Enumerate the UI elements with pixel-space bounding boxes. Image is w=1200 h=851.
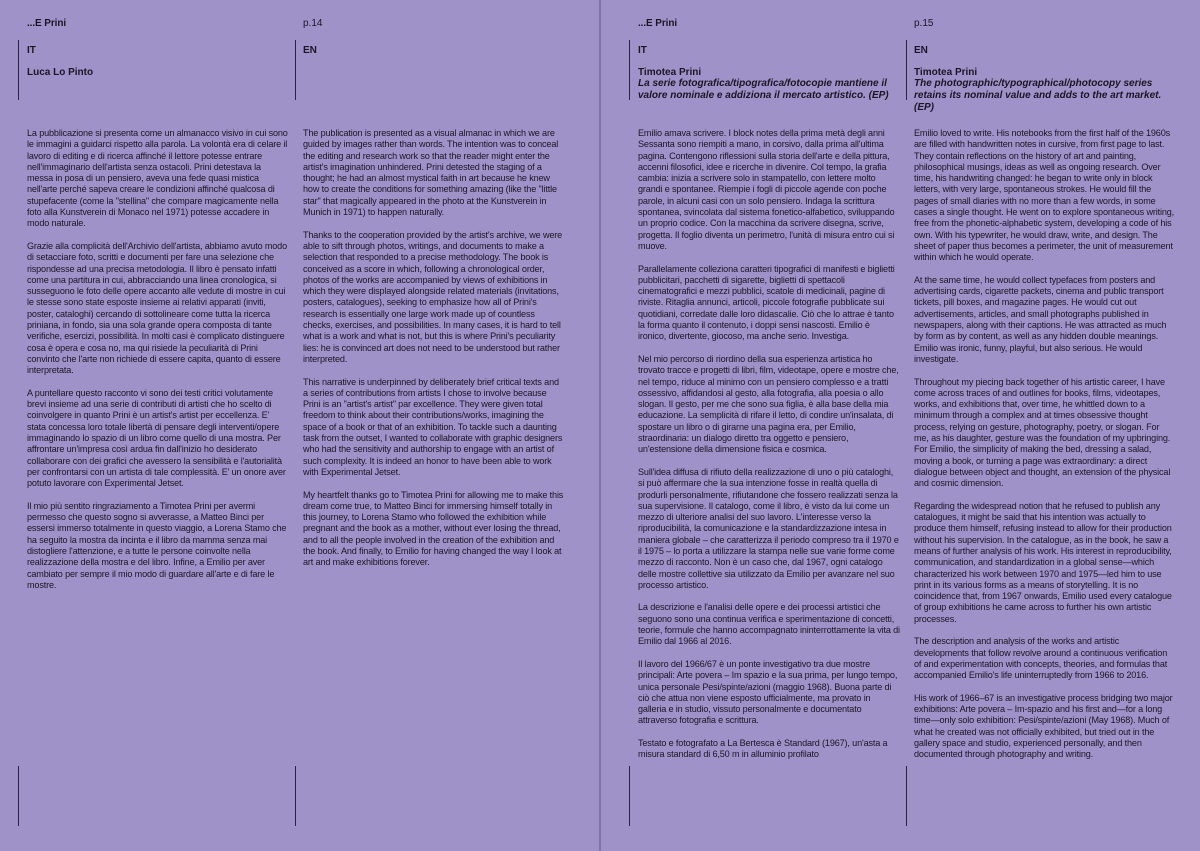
text-column-it — [27, 128, 289, 591]
paragraph: Il lavoro del 1966/67 è un ponte investigativo tra due mostre principali: Arte povera – Im spazio e la sua prima, per lungo tempo, unica personale Pesi/spinte/azioni (maggio 1968). Buona parte di ciò che attua non viene esposto ufficialmente, ma provato in galleria e in studio, vissuto personalmente e documentato attraverso fotografia e scrittura. — [638, 658, 898, 726]
margin-rule — [629, 40, 630, 100]
paragraph: La descrizione e l'analisi delle opere e dei processi artistici che seguono sono una continua verifica e sperimentazione di concetti, teorie, formule che hanno accompagnato ininterrottamente la vita di Emilio dal 1966 al 2016. — [638, 602, 900, 647]
paragraph: Thanks to the cooperation provided by the artist's archive, we were able to sift through photos, writings, and documents to make a selection that responded to a precise methodology. The book is conceived as a score in which, following a chronological order, photos of the works are accompanied by views of exhibitions in which they were displayed alongside related materials (invitations, posters, catalogues), seeking to emphasize how all of Prini's research is essentially one large work made up of countless checks, exercises, and possibilities. In many cases, it is hard to tell what is a work and what is not, but this is where Prini's peculiarity lies: he is convinced art does not need to be understood but rather interpreted. — [303, 229, 563, 364]
language-label-en: EN — [303, 45, 317, 56]
paragraph: His work of 1966–67 is an investigative process bridging two major exhibitions: Arte povera – Im-spazio and his first and—for a long time—only solo exhibition: Pesi/spinte/azioni (May 1968). Much of what he created was not officially exhibited, but tried out in the gallery space and studio, experienced personally, and then documented through photography and writing. — [914, 692, 1173, 760]
language-label-en: EN — [914, 45, 928, 56]
paragraph: Parallelamente colleziona caratteri tipografici di manifesti e biglietti pubblicitari, pacchetti di sigarette, biglietti di spettacoli cinematografici e mezzi pubblici, scatole di medicinali, pagine di riviste. Ritaglia annunci, articoli, piccole fotografie pubblicate sui quotidiani, corredate dalle loro didascalie. Ciò che lo attrae è tanto la forma quanto il contenuto, i doppi sensi nascosti. Emilio è ironico, divertente, giocoso, ma anche serio. Investiga. — [638, 263, 895, 342]
author-name: Timotea Prini — [638, 67, 702, 78]
paragraph: Grazie alla complicità dell'Archivio dell'artista, abbiamo avuto modo di setacciare foto, scritti e documenti per fare una selezione che rispondesse ad una precisa metodologia. Il libro è pensato infatti come una partitura in cui, abbracciando una linea cronologica, si susseguono le foto delle opere accanto alle vedute di mostre in cui le stesse sono state esposte insieme ai relativi apparati (inviti, poster, cataloghi) cercando di sottolineare come tutta la ricerca priniana, in fondo, sia una sola grande opera composta di tante verifiche, esercizi, possibilità. In molti casi è complicato distinguere cosa è opera e cosa no, ma qui risiede la peculiarità di Prini convinto che l'arte non richiede di essere capita, quanto di essere interpretata. — [27, 240, 287, 376]
paragraph: The description and analysis of the works and artistic developments that follow revolve around a continuous verification of and experimentation with concepts, theories, and formulas that accompanied Emilio's life uninterruptedly from 1966 to 2016. — [914, 636, 1168, 681]
paragraph: Nel mio percorso di riordino della sua esperienza artistica ho trovato tracce e progetti di libri, film, videotape, opere e mostre che, nel tempo, riduce al minimo con un pensiero complesso e a tratti ossessivo, affidandosi al gesto, alla fotografia, alla poesia o allo slogan. Il gesto, per me che sono sua figlia, è alla base della mia educazione. La semplicità di rifare il letto, di condire un'insalata, di spostare un libro o di girarne una pagina era, per Emilio, straordinaria: un dialogo diretto tra oggetto e pensiero, un'estensione della dimensione fisica e cosmica. — [638, 353, 899, 455]
paragraph: La pubblicazione si presenta come un almanacco visivo in cui sono le immagini a guidarci rispetto alla parola. La volontà era di celare il lavoro di editing e di ricerca affinché il lettore potesse entrare nell'immaginario dell'artista senza ostacoli. Prini detestava la messa in posa di un pensiero, aveva una fede quasi mistica nell'arte perché sapeva creare le condizioni affinché qualcosa di stupefacente (come la "stellina" che compare magicamente nella foto alla Kunstverein di Monaco nel 1971) potesse accadere in modo naturale. — [27, 128, 288, 229]
paragraph: Testato e fotografato a La Bertesca è Standard (1967), un'asta a misura standard di 6,50 m in alluminio profilato — [638, 738, 888, 760]
margin-rule — [295, 766, 296, 826]
paragraph: A puntellare questo racconto vi sono dei testi critici volutamente brevi insieme ad una serie di contributi di artisti che ho scelto di coinvolgere in quanto Prini è un artist's artist per eccellenza. E' stata concessa loro totale libertà di pensare degli interventi/opere immaginando lo spazio di un libro come quello di una mostra. Per affrontare un'impresa così ardua fin dall'inizio ho desiderato collaborare con dei grafici che avessero la sensibilità e l'autorialità per confrontarsi con un artista di tale complessità. E' un onore aver potuto lavorare con Experimental Jetset. — [27, 387, 286, 489]
running-header: ...E Prini — [638, 18, 678, 29]
epigraph: La serie fotografica/tipografica/fotocopie mantiene il valore nominale e addiziona il mercato artistico. (EP) — [638, 78, 889, 101]
margin-rule — [295, 40, 296, 100]
right-page — [600, 0, 1200, 851]
paragraph: This narrative is underpinned by deliberately brief critical texts and a series of contributions from artists I chose to involve because Prini is an "artist's artist" par excellence. They were given total freedom to think about their contributions/works, imagining the space of a book or that of an exhibition. To tackle such a daunting task from the outset, I wanted to collaborate with graphic designers who had the sensitivity and authorship to engage with an artist of such complexity. It is indeed an honor to have been able to work with Experimental Jetset. — [303, 376, 563, 477]
paragraph: At the same time, he would collect typefaces from posters and advertising cards, cigarette packets, cinema and public transport tickets, pill boxes, and magazine pages. He would cut out advertisements, articles, and small photographs published in newspapers, along with their captions. He was attracted as much by form as by content, as well as any hidden double meanings. Emilio was ironic, funny, playful, but also serious. He would investigate. — [914, 274, 1167, 364]
author-name: Timotea Prini — [914, 67, 978, 78]
running-header: ...E Prini — [27, 18, 67, 29]
paragraph: Emilio loved to write. His notebooks from the first half of the 1960s are filled with handwritten notes in cursive, from first page to last. They contain reflections on the history of art and painting, philosophical musings, ideas as well as ongoing research. Over time, his handwriting changed: he began to write only in block letters, with very large, spontaneous strokes. He would fill the pages of small diaries with no more than a few words, in some cases a single thought. He went on to explore spontaneous writing, free from the phonetic-alphabetic system, developing a code of his own. With his typewriter, he would draw, write, and design. The sheet of paper thus becomes a perimeter, the unit of measurement within which he would operate. — [914, 128, 1175, 263]
margin-rule — [906, 766, 907, 826]
margin-rule — [18, 766, 19, 826]
page-number: p.14 — [303, 18, 323, 29]
paragraph: My heartfelt thanks go to Timotea Prini for allowing me to make this dream come true, to Matteo Binci for immersing himself totally in this journey, to Lorena Stamo who followed the exhibition while pregnant and the book as a mother, without ever losing the thread, and to all the people involved in the creation of the exhibition and the book. And finally, to Emilio for having changed the way I look at art and make exhibitions forever. — [303, 489, 564, 568]
margin-rule — [629, 766, 630, 826]
language-label-it: IT — [27, 45, 36, 56]
text-column-it — [638, 128, 900, 761]
paragraph: Throughout my piecing back together of his artistic career, I have come across traces of and outlines for books, films, videotapes, works, and exhibitions that, over time, he whittled down to a minimum through a complex and at times obsessive thought process, relying on gesture, photography, poetry, or slogan. For me, as his daughter, gesture was the foundation of my upbringing. For Emilio, the simplicity of making the bed, dressing a salad, moving a book, or turning a page was extraordinary: a direct dialogue between object and thought, an extension of the physical and cosmic dimension. — [914, 376, 1171, 489]
paragraph: The publication is presented as a visual almanac in which we are guided by images rather than words. The intention was to conceal the editing and research work so that the reader might enter the artist's imagination unhindered. Prini detested the staging of a thought; he had an almost mystical faith in art because he knew how to create the conditions for something amazing (like the "little star" that magically appeared in the photo at the Kunstverein in Munich in 1971) to happen naturally. — [303, 128, 559, 218]
paragraph: Il mio più sentito ringraziamento a Timotea Prini per avermi permesso che questo sogno si avverasse, a Matteo Binci per essersi immerso totalmente in questo viaggio, a Lorena Stamo che ha seguito la mostra da incinta e il libro da mamma senza mai distogliere l'attenzione, e a tutte le persone coinvolte nella realizzazione della mostra e del libro. Infine, a Emilio per aver cambiato per sempre il mio modo di guardare all'arte e di fare le mostre. — [27, 500, 287, 590]
paragraph: Sull'idea diffusa di rifiuto della realizzazione di uno o più cataloghi, si può affermare che la sua intenzione fosse in realtà quella di produrli personalmente, rifiutandone che fossero realizzati senza la sua supervisione. Il catalogo, come il libro, è visto da lui come un mezzo di ulteriore analisi del suo lavoro. L'interesse verso la riproducibilità, la comunicazione e la standardizzazione intesa in maniera globale – che caratterizza il periodo compreso tra il 1970 e il 1975 – lo porta a utilizzare la stampa nelle sue varie forme come mezzo di racconto. Non è un caso che, dal 1967, ogni catalogo delle mostre collettive sia utilizzato da Emilio per avanzare nel suo processo artistico. — [638, 466, 899, 590]
paragraph: Emilio amava scrivere. I block notes della prima metà degli anni Sessanta sono riempiti a mano, in corsivo, dalla prima all'ultima pagina. Contengono riflessioni sulla storia dell'arte e della pittura, accenni filosofici, idee e ricerche in divenire. Col tempo, la grafia cambia: inizia a scrivere solo in stampatello, con lettere molto grandi e spontanee. Riempie i fogli di piccole agende con poche parole, in alcuni casi con un solo pensiero. Indaga la scrittura spontanea, svincolata dal sistema fonetico-alfabetico, sviluppando un proprio codice. Con la macchina da scrivere disegna, scrive, progetta. Il foglio diventa un perimetro, l'unità di misura entro cui si muove. — [638, 128, 895, 251]
margin-rule — [18, 40, 19, 100]
margin-rule — [906, 40, 907, 100]
epigraph: The photographic/typographical/photocopy series retains its nominal value and adds to the art market. (EP) — [914, 78, 1162, 113]
text-column-en — [914, 128, 1176, 761]
page-number: p.15 — [914, 18, 934, 29]
paragraph: Regarding the widespread notion that he refused to publish any catalogues, it might be said that his intention was actually to produce them himself, refusing instead to allow for their production without his supervision. In the catalogue, as in the book, he saw a means of further analysis of his work. His interest in reproducibility, communication, and standardization in a global sense—which characterized his work between 1970 and 1975—led him to use print in its various forms as a means of storytelling. It is no coincidence that, from 1967 onwards, Emilio used every catalogue of group exhibitions he came across to further his own artistic processes. — [914, 500, 1172, 624]
text-column-en — [303, 128, 565, 569]
language-label-it: IT — [638, 45, 647, 56]
author-name: Luca Lo Pinto — [27, 67, 94, 78]
